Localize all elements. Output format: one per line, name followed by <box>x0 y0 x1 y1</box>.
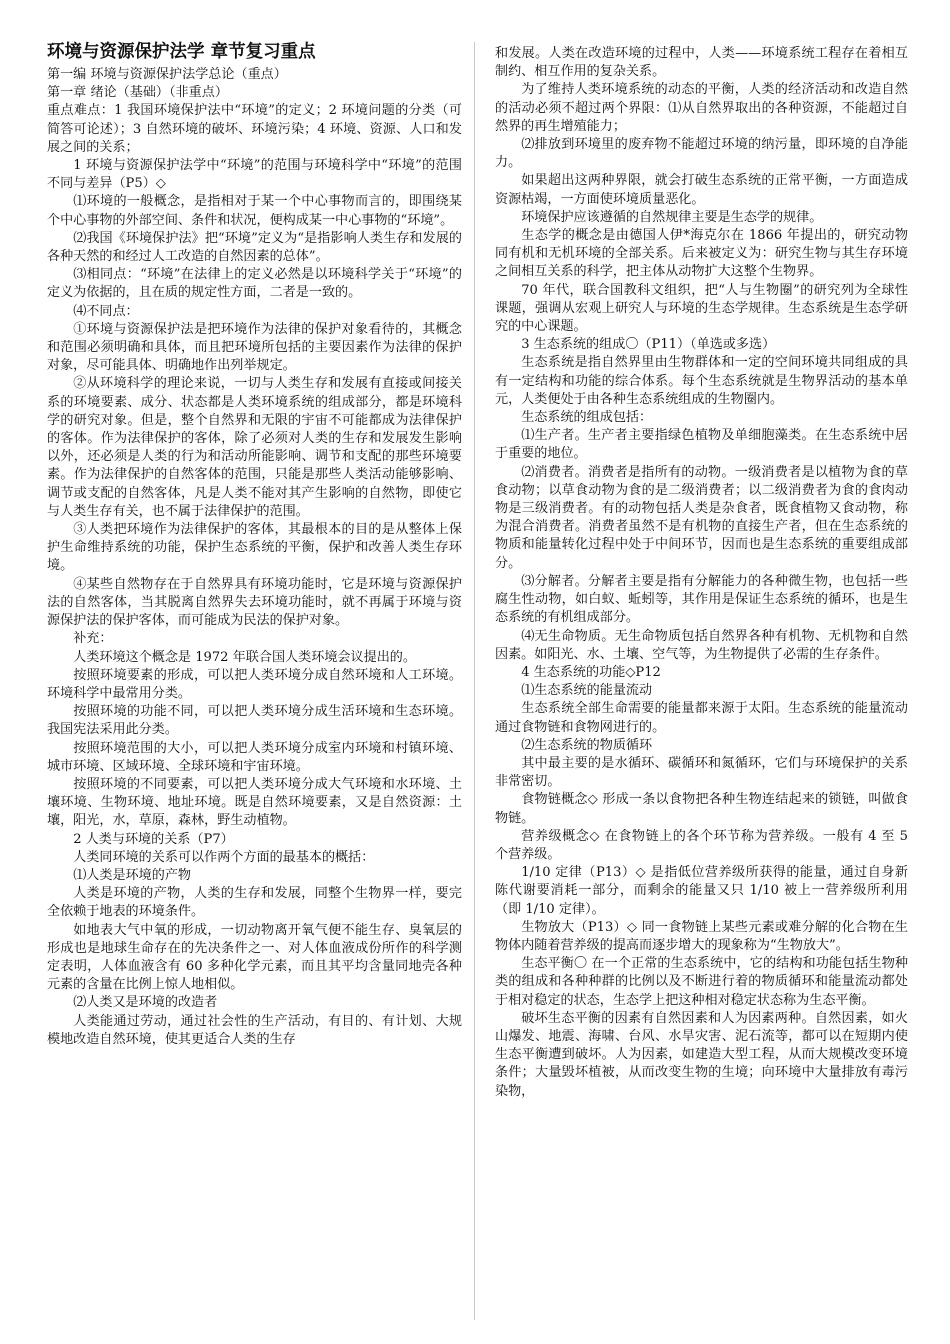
right-paragraph: 生物放大（P13）◇ 同一食物链上某些元素或难分解的化合物在生物体内随着营养级的提高而逐步增大的现象称为“生物放大”。 <box>495 919 908 953</box>
right-paragraph: ⑴生产者。生产者主要指绿色植物及单细胞藻类。在生态系统中居于重要的地位。 <box>495 428 908 462</box>
left-paragraph: ⑵我国《环境保护法》把“环境”定义为“是指影响人类生存和发展的各种天然的和经过人工改造的自然因素的总体”。 <box>47 230 462 265</box>
left-paragraph: ⑶相同点：“环境”在法律上的定义必然是以环境科学关于“环境”的定义为依据的，且在质的规定性方面，二者是一致的。 <box>47 267 462 301</box>
left-paragraph: 2 人类与环境的关系（P7） <box>73 831 234 847</box>
left-paragraph: 如地表大气中氧的形成，一切动物离开氧气便不能生存、臭氧层的形成也是地球生命存在的先决条件之一、对人体血液成份所作的科学测定表明，人体血液含有 60 多种化学元素，而且其平均含量同地壳各种元素的含量在比例上惊人地相似。 <box>47 922 462 993</box>
left-paragraph: 按照环境范围的大小，可以把人类环境分成室内环境和村镇环境、城市环境、区域环境、全球环境和宇宙环境。 <box>47 740 462 774</box>
right-paragraph: 1/10 定律（P13）◇ 是指低位营养级所获得的能量，通过自身新陈代谢要消耗一部分，而剩余的能量又只 1/10 被上一营养级所利用（即 1/10 定律）。 <box>495 865 908 917</box>
right-paragraph: ⑵排放到环境里的废弃物不能超过环境的纳污量，即环境的自净能力。 <box>495 137 908 171</box>
right-paragraph: 食物链概念◇ 形成一条以食物把各种生物连结起来的锁链，叫做食物链。 <box>495 792 908 826</box>
right-paragraph: 生态系统是指自然界里由生物群体和一定的空间环境共同组成的具有一定结构和功能的综合体系。每个生态系统就是生物界活动的基本单元，人类便处于由各种生态系统组成的生物圈内。 <box>495 355 908 407</box>
right-paragraph: 生态系统的组成包括： <box>521 410 653 426</box>
left-paragraph: 人类是环境的产物，人类的生存和发展，同整个生物界一样，要完全依赖于地表的环境条件。 <box>47 886 462 920</box>
left-paragraph: ⑷不同点： <box>73 303 139 319</box>
left-paragraph: ②从环境科学的理论来说，一切与人类生存和发展有直接或间接关系的环境要素、成分、状态都是人类环境系统的组成部分，都是环境科学的研究对象。但是，整个自然界和无限的宇宙不可能都成为法律保护的客体。作为法律保护的客体，除了必须对人类的生存和发展发生影响以外，还必须是人类的行为和活动所能影响、调节和支配的那些环境要素。作为法律保护的自然客体的范围，只能是那些人类活动能够影响、调节或支配的自然客体，凡是人类不能对其产生影响的自然物，即使它与人类生存有关，也不属于法律保护的范围。 <box>47 376 462 519</box>
left-paragraph: 第一编 环境与资源保护法学总论（重点） <box>47 67 287 82</box>
right-paragraph: ⑶分解者。分解者主要是指有分解能力的各种微生物，也包括一些腐生性动物，如白蚁、蚯蚓等，其作用是保证生态系统的循环，也是生态系统的有机组成部分。 <box>495 573 908 626</box>
left-paragraph: ③人类把环境作为法律保护的客体，其最根本的目的是从整体上保护生命维持系统的功能，保护生态系统的平衡，保护和改善人类生存环境。 <box>47 522 462 574</box>
left-paragraph: 重点难点：1 我国环境保护法中“环境”的定义；2 环境问题的分类（可简答可论述）；3 自然环境的破坏、环境污染；4 环境、资源、人口和发展之间的关系； <box>47 103 462 155</box>
left-paragraph: ①环境与资源保护法是把环境作为法律的保护对象看待的，其概念和范围必须明确和具体，而且把环境所包括的主要因素作为法律的保护对象，尽可能具体、明确地作出列举规定。 <box>47 321 462 374</box>
right-paragraph: ⑴生态系统的能量流动 <box>521 683 653 699</box>
right-paragraph: 如果超出这两种界限，就会打破生态系统的正常平衡，一方面造成资源枯竭，一方面使环境质量恶化。 <box>495 173 908 207</box>
right-paragraph: 生态平衡〇 在一个正常的生态系统中，它的结构和功能包括生物种类的组成和各种种群的比例以及不断进行着的物质循环和能量流动都处于相对稳定的状态，生态学上把这种相对稳定状态称为生态平衡。 <box>495 956 908 1008</box>
right-paragraph: 3 生态系统的组成〇（P11）（单选或多选） <box>521 337 776 353</box>
right-paragraph: ⑵生态系统的物质循环 <box>521 737 653 753</box>
left-paragraph: 1 环境与资源保护法学中“环境”的范围与环境科学中“环境”的范围不同与差异（P5）◇ <box>47 158 462 192</box>
left-paragraph: 人类环境这个概念是 1972 年联合国人类环境会议提出的。 <box>73 649 416 665</box>
right-paragraph: 生态系统全部生命需要的能量都来源于太阳。生态系统的能量流动通过食物链和食物网进行的。 <box>495 701 908 735</box>
right-paragraph: 70 年代，联合国教科文组织，把“人与生物圈”的研究列为全球性课题，强调从宏观上研究人与环境的生态学规律。生态系统是生态学研究的中心课题。 <box>495 282 908 335</box>
column-divider <box>474 42 475 1320</box>
left-paragraph: 第一章 绪论（基础）（非重点） <box>47 85 228 101</box>
right-paragraph: ⑵消费者。消费者是指所有的动物。一级消费者是以植物为食的草食动物；以草食动物为食的是二级消费者；以二级消费者为食的食肉动物是三级消费者。有的动物包括人类是杂食者，既食植物又食动物，称为混合消费者。消费者虽然不是有机物的直接生产者，但在生态系统的物质和能量转化过程中处于中间环节，因而也是生态系统的重要组成部分。 <box>495 464 908 571</box>
right-paragraph: 4 生态系统的功能◇P12 <box>521 664 661 680</box>
right-paragraph: ⑷无生命物质。无生命物质包括自然界各种有机物、无机物和自然因素。如阳光、水、土壤、空气等，为生物提供了必需的生存条件。 <box>495 628 908 662</box>
left-paragraph: 按照环境的不同要素，可以把人类环境分成大气环境和水环境、土壤环境、生物环境、地址环境。既是自然环境要素，又是自然资源：土壤，阳光，水，草原，森林，野生动植物。 <box>47 776 462 829</box>
right-paragraph: 生态学的概念是由德国人伊*海克尔在 1866 年提出的，研究动物同有机和无机环境的全部关系。后来被定义为：研究生物与其生存环境之间相互关系的科学，把主体从动物扩大这整个生物界。 <box>495 228 908 280</box>
document-title: 环境与资源保护法学 章节复习重点 <box>47 42 316 62</box>
left-paragraph: 按照环境要素的形成，可以把人类环境分成自然环境和人工环境。环境科学中最常用分类。 <box>47 667 462 701</box>
left-paragraph: ⑴人类是环境的产物 <box>73 867 192 883</box>
right-paragraph: 其中最主要的是水循环、碳循环和氮循环，它们与环境保护的关系非常密切。 <box>495 755 908 790</box>
left-paragraph: 人类同环境的关系可以作两个方面的最基本的概括： <box>73 849 375 865</box>
left-paragraph: ⑴环境的一般概念，是指相对于某一个中心事物而言的，即围绕某个中心事物的外部空间、条件和状况，便构成某一中心事物的“环境”。 <box>47 194 462 228</box>
left-paragraph: 按照环境的功能不同，可以把人类环境分成生活环境和生态环境。我国宪法采用此分类。 <box>47 704 462 738</box>
right-paragraph: 和发展。人类在改造环境的过程中，人类——环境系统工程存在着相互制约、相互作用的复杂关系。 <box>495 46 908 80</box>
left-paragraph: 补充： <box>73 631 113 647</box>
right-paragraph: 破坏生态平衡的因素有自然因素和人为因素两种。自然因素，如火山爆发、地震、海啸、台风、水旱灾害、泥石流等，都可以在短期内使生态平衡遭到破坏。人为因素，如建造大型工程，从而大规模改变环境条件；大量毁坏植被，从而改变生物的生境；向环境中大量排放有毒污染物， <box>495 1010 908 1099</box>
left-paragraph: 人类能通过劳动，通过社会性的生产活动，有目的、有计划、大规模地改造自然环境，使其更适合人类的生存 <box>47 1013 462 1047</box>
left-paragraph: ④某些自然物存在于自然界具有环境功能时，它是环境与资源保护法的自然客体，当其脱离自然界失去环境功能时，就不再属于环境与资源保护法的保护客体，而可能成为民法的保护对象。 <box>47 576 462 629</box>
right-paragraph: 营养级概念◇ 在食物链上的各个环节称为营养级。一般有 4 至 5 个营养级。 <box>495 828 908 862</box>
right-paragraph: 环境保护应该遵循的自然规律主要是生态学的规律。 <box>521 209 823 225</box>
left-paragraph: ⑵人类又是环境的改造者 <box>73 995 218 1011</box>
right-paragraph: 为了维持人类环境系统的动态的平衡，人类的经济活动和改造自然的活动必须不超过两个界限：⑴从自然界取出的各种资源，不能超过自然界的再生增殖能力； <box>495 82 908 134</box>
right-column <box>495 45 908 1101</box>
left-column <box>47 40 462 1049</box>
